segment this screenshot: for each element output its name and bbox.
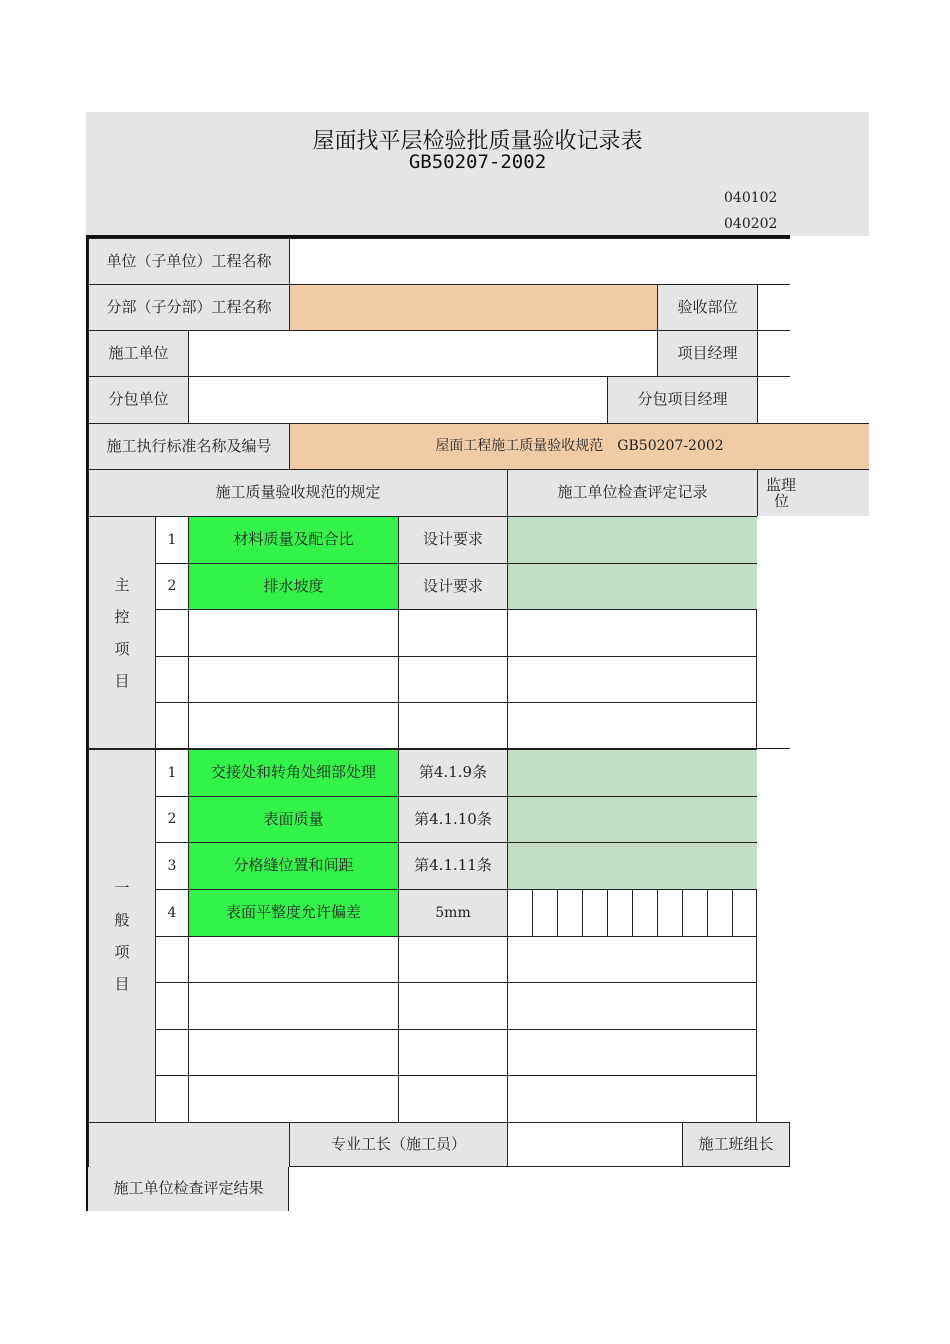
foreman-label: 专业工长（施工员） bbox=[289, 1122, 507, 1167]
general-item-1-name: 交接处和转角处细部处理 bbox=[188, 749, 398, 796]
standard-value: 屋面工程施工质量验收规范 GB50207-2002 bbox=[289, 423, 869, 469]
supervisor-header-line2: 位 bbox=[774, 492, 790, 510]
general-item-2-number: 2 bbox=[155, 796, 188, 842]
measurement-cell-4[interactable] bbox=[582, 889, 607, 936]
subcontractor-label: 分包单位 bbox=[88, 376, 188, 423]
footer-blank-label bbox=[88, 1122, 289, 1167]
main-control-char-1: 主 bbox=[114, 576, 130, 594]
form-header bbox=[86, 112, 869, 236]
main-item-2-name: 排水坡度 bbox=[188, 563, 398, 609]
general-item-3-name: 分格缝位置和间距 bbox=[188, 842, 398, 889]
measurement-cell-2[interactable] bbox=[532, 889, 557, 936]
general-item-1-requirement: 第4.1.9条 bbox=[398, 749, 507, 796]
measurement-cell-6[interactable] bbox=[632, 889, 657, 936]
general-char-3: 项 bbox=[114, 943, 130, 961]
main-item-1-name: 材料质量及配合比 bbox=[188, 516, 398, 563]
main-control-char-4: 目 bbox=[114, 672, 130, 690]
form-number-2: 040202 bbox=[724, 216, 778, 232]
main-empty-row-2-record[interactable] bbox=[507, 656, 757, 702]
general-empty-row-1-name[interactable] bbox=[188, 936, 398, 982]
general-empty-row-1-record[interactable] bbox=[507, 936, 757, 982]
general-item-2-requirement: 第4.1.10条 bbox=[398, 796, 507, 842]
form-standard-code: GB50207-2002 bbox=[408, 151, 547, 173]
general-empty-row-2-record[interactable] bbox=[507, 982, 757, 1029]
main-control-group-label bbox=[88, 516, 155, 749]
general-item-1-record[interactable] bbox=[507, 749, 757, 796]
general-item-2-name: 表面质量 bbox=[188, 796, 398, 842]
sub-project-field[interactable] bbox=[289, 284, 657, 330]
general-item-4-name: 表面平整度允许偏差 bbox=[188, 889, 398, 936]
measurement-cell-5[interactable] bbox=[607, 889, 632, 936]
general-char-4: 目 bbox=[114, 975, 130, 993]
inspection-part-field[interactable] bbox=[757, 284, 790, 330]
measurement-cell-1[interactable] bbox=[507, 889, 532, 936]
general-char-2: 般 bbox=[114, 911, 130, 929]
sub-project-manager-label: 分包项目经理 bbox=[607, 376, 757, 423]
general-empty-row-3-name[interactable] bbox=[188, 1029, 398, 1075]
main-item-2-number: 2 bbox=[155, 563, 188, 609]
unit-project-field[interactable] bbox=[289, 238, 790, 284]
general-item-2-record[interactable] bbox=[507, 796, 757, 842]
main-supervisor-column[interactable] bbox=[757, 516, 790, 749]
measurement-cell-3[interactable] bbox=[557, 889, 582, 936]
supervisor-header bbox=[757, 469, 869, 516]
general-empty-row-2-number[interactable] bbox=[155, 982, 188, 1029]
general-item-4-requirement: 5mm bbox=[398, 889, 507, 936]
general-empty-row-4-requirement[interactable] bbox=[398, 1075, 507, 1122]
main-item-2-record[interactable] bbox=[507, 563, 757, 609]
main-item-1-number: 1 bbox=[155, 516, 188, 563]
main-empty-row-3-name[interactable] bbox=[188, 702, 398, 749]
sub-project-label: 分部（子分部）工程名称 bbox=[88, 284, 289, 330]
team-leader-label: 施工班组长 bbox=[682, 1122, 790, 1167]
general-item-3-number: 3 bbox=[155, 842, 188, 889]
contractor-label: 施工单位 bbox=[88, 330, 188, 376]
result-field[interactable] bbox=[289, 1168, 790, 1211]
main-item-1-record[interactable] bbox=[507, 516, 757, 563]
measurement-cell-10[interactable] bbox=[732, 889, 757, 936]
unit-project-label: 单位（子单位）工程名称 bbox=[88, 238, 289, 284]
standard-label: 施工执行标准名称及编号 bbox=[88, 423, 289, 469]
foreman-field[interactable] bbox=[507, 1122, 682, 1167]
general-empty-row-3-record[interactable] bbox=[507, 1029, 757, 1075]
general-char-1: 一 bbox=[114, 879, 130, 897]
main-empty-row-3-requirement[interactable] bbox=[398, 702, 507, 749]
general-group-label bbox=[88, 749, 155, 1122]
main-empty-row-1-requirement[interactable] bbox=[398, 609, 507, 656]
general-empty-row-2-name[interactable] bbox=[188, 982, 398, 1029]
form-number-1: 040102 bbox=[724, 190, 778, 206]
main-empty-row-1-record[interactable] bbox=[507, 609, 757, 656]
main-empty-row-1-name[interactable] bbox=[188, 609, 398, 656]
project-manager-label: 项目经理 bbox=[657, 330, 757, 376]
measurement-cell-8[interactable] bbox=[682, 889, 707, 936]
inspection-part-label: 验收部位 bbox=[657, 284, 757, 330]
general-item-3-requirement: 第4.1.11条 bbox=[398, 842, 507, 889]
subcontractor-field[interactable] bbox=[188, 376, 607, 423]
record-header: 施工单位检查评定记录 bbox=[507, 469, 757, 516]
main-empty-row-2-name[interactable] bbox=[188, 656, 398, 702]
sub-project-manager-field[interactable] bbox=[757, 376, 790, 423]
contractor-field[interactable] bbox=[188, 330, 657, 376]
general-empty-row-3-number[interactable] bbox=[155, 1029, 188, 1075]
general-item-4-number: 4 bbox=[155, 889, 188, 936]
main-empty-row-3-record[interactable] bbox=[507, 702, 757, 749]
main-control-char-2: 控 bbox=[114, 608, 130, 626]
main-item-1-requirement: 设计要求 bbox=[398, 516, 507, 563]
general-empty-row-1-number[interactable] bbox=[155, 936, 188, 982]
general-empty-row-3-requirement[interactable] bbox=[398, 1029, 507, 1075]
general-supervisor-column[interactable] bbox=[757, 749, 790, 1122]
general-empty-row-4-name[interactable] bbox=[188, 1075, 398, 1122]
general-empty-row-2-requirement[interactable] bbox=[398, 982, 507, 1029]
general-item-3-record[interactable] bbox=[507, 842, 757, 889]
main-item-2-requirement: 设计要求 bbox=[398, 563, 507, 609]
measurement-cell-7[interactable] bbox=[657, 889, 682, 936]
general-empty-row-1-requirement[interactable] bbox=[398, 936, 507, 982]
measurement-cell-9[interactable] bbox=[707, 889, 732, 936]
main-empty-row-2-number[interactable] bbox=[155, 656, 188, 702]
result-label: 施工单位检查评定结果 bbox=[88, 1167, 289, 1211]
project-manager-field[interactable] bbox=[757, 330, 790, 376]
form-title: 屋面找平层检验批质量验收记录表 bbox=[312, 129, 643, 154]
spec-header: 施工质量验收规范的规定 bbox=[88, 469, 507, 516]
main-empty-row-1-number[interactable] bbox=[155, 609, 188, 656]
general-empty-row-4-number[interactable] bbox=[155, 1075, 188, 1122]
general-empty-row-4-record[interactable] bbox=[507, 1075, 757, 1122]
main-control-char-3: 项 bbox=[114, 640, 130, 658]
main-empty-row-3-number[interactable] bbox=[155, 702, 188, 749]
general-item-1-number: 1 bbox=[155, 749, 188, 796]
supervisor-header-line1: 监理 bbox=[766, 476, 797, 494]
main-empty-row-2-requirement[interactable] bbox=[398, 656, 507, 702]
